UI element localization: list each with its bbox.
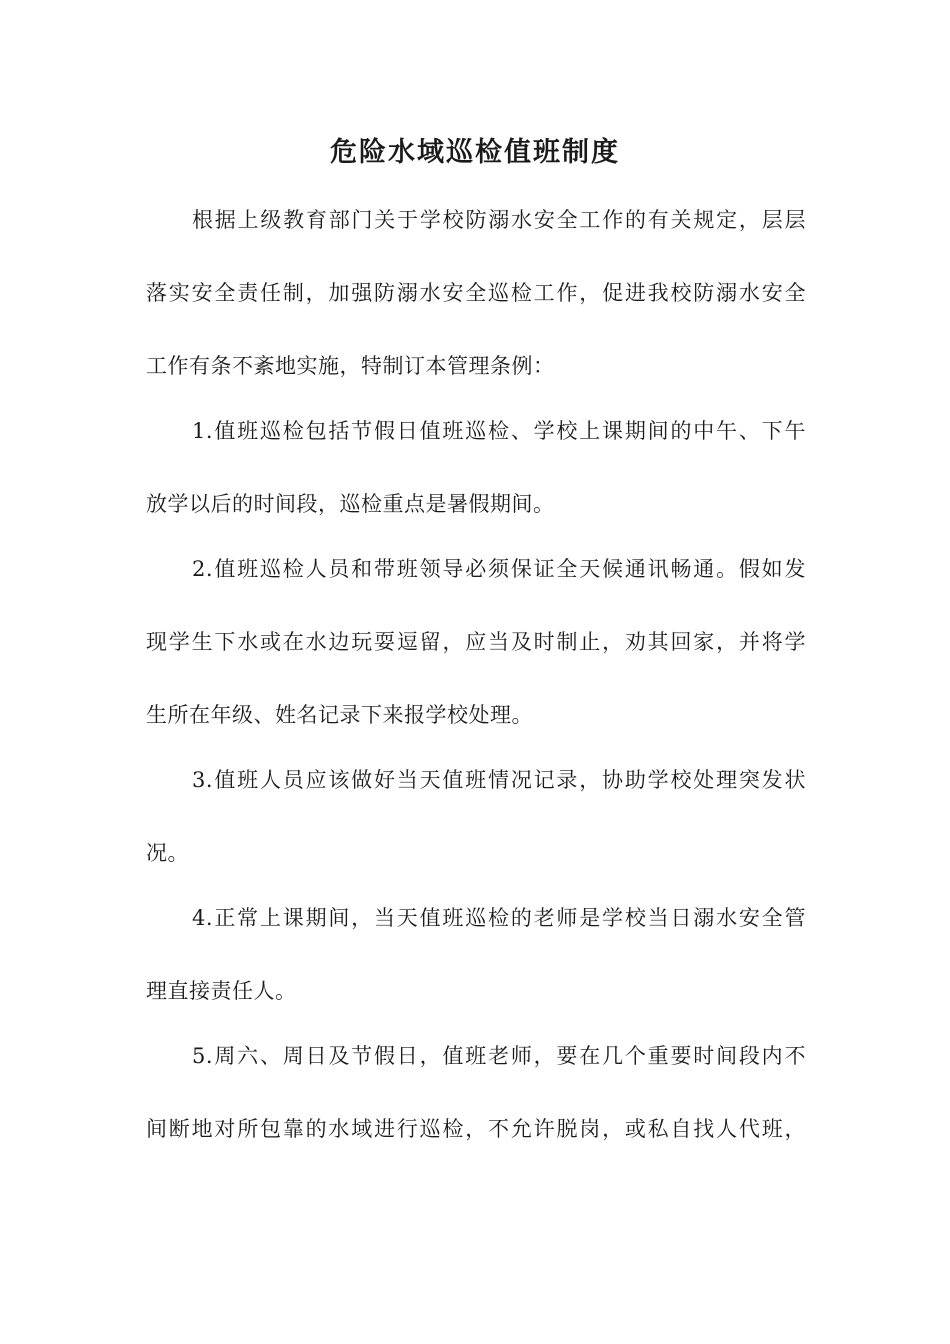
paragraph-3-line-2: 现学生下水或在水边玩耍逗留，应当及时制止，劝其回家，并将学 bbox=[146, 630, 806, 654]
paragraph-6-line-1: 5.周六、周日及节假日，值班老师，要在几个重要时间段内不 bbox=[192, 1044, 806, 1068]
paragraph-1-line-3: 工作有条不紊地实施，特制订本管理条例： bbox=[146, 354, 555, 378]
paragraph-5-line-1: 4.正常上课期间，当天值班巡检的老师是学校当日溺水安全管 bbox=[192, 906, 806, 930]
paragraph-5-line-2: 理直接责任人。 bbox=[146, 979, 297, 1003]
paragraph-3-line-1: 2.值班巡检人员和带班领导必须保证全天候通讯畅通。假如发 bbox=[192, 557, 806, 581]
paragraph-3-line-3: 生所在年级、姓名记录下来报学校处理。 bbox=[146, 703, 533, 727]
paragraph-2-line-1: 1.值班巡检包括节假日值班巡检、学校上课期间的中午、下午 bbox=[192, 419, 806, 443]
paragraph-6-line-2: 间断地对所包靠的水域进行巡检，不允许脱岗，或私自找人代班， bbox=[146, 1117, 806, 1141]
paragraph-4-line-2: 况。 bbox=[146, 841, 189, 865]
paragraph-1-line-1: 根据上级教育部门关于学校防溺水安全工作的有关规定，层层 bbox=[192, 208, 806, 232]
paragraph-4-line-1: 3.值班人员应该做好当天值班情况记录，协助学校处理突发状 bbox=[192, 768, 806, 792]
document-title: 危险水域巡检值班制度 bbox=[330, 137, 620, 168]
paragraph-1-line-2: 落实安全责任制，加强防溺水安全巡检工作，促进我校防溺水安全 bbox=[146, 281, 806, 305]
paragraph-2-line-2: 放学以后的时间段，巡检重点是暑假期间。 bbox=[146, 492, 555, 516]
